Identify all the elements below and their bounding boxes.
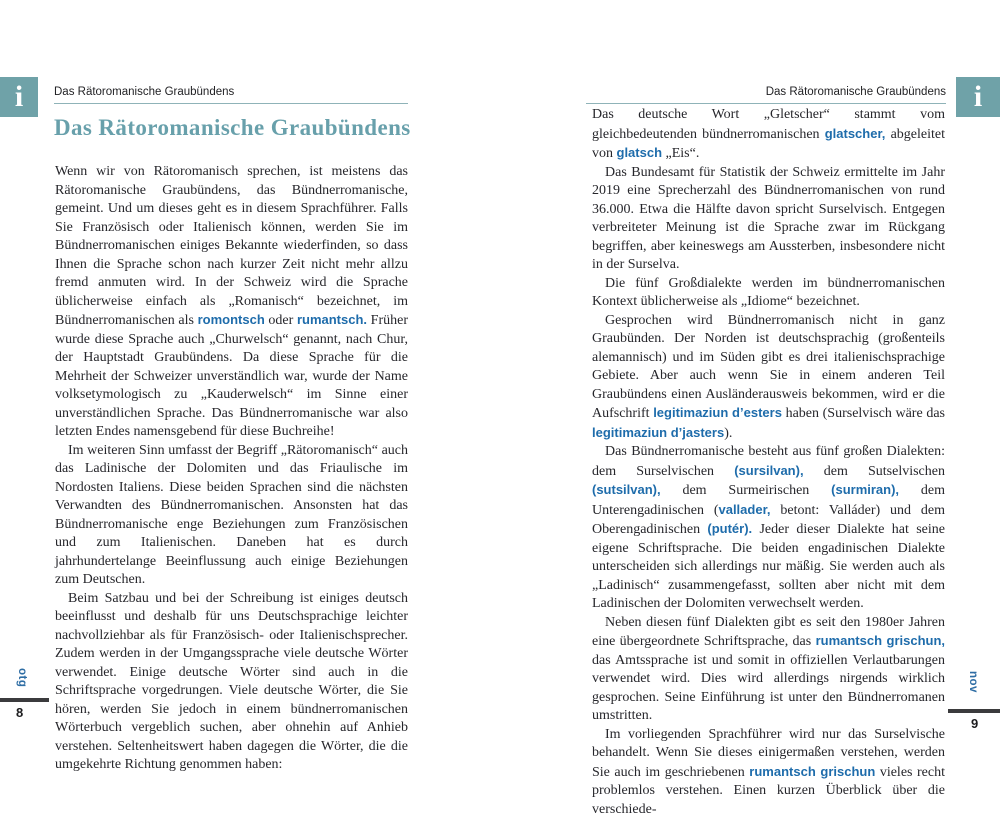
romansh-term: glatsch: [617, 145, 663, 160]
running-header-text: Das Rätoromanische Graubündens: [766, 86, 946, 98]
text-run: haben (Surselvisch wäre das: [782, 406, 945, 421]
romansh-term: (sursilvan),: [734, 463, 803, 478]
text-run: „Eis“.: [662, 146, 699, 161]
text-run: Im vorliegenden Sprachführer wird nur das Surselvische behandelt. Wenn Sie dieses einigermaßen verstehen, werden Sie auch im geschriebenen: [592, 727, 945, 780]
text-run: Im weiteren Sinn umfasst der Begriff „Rätoromanisch“ auch das Ladinische der Dolomiten und das Friaulische im Nordosten Italiens. Diese beiden Sprachen sind die nächsten Verwandten des Bündnerromanischen. Ansonsten hat das Bündnerromanische enge Beziehungen zum Französischen und zum Italienischen. Daneben hat es durch jahrhundertelange Beeinflussung auch einige Beziehungen zum Deutschen.: [55, 443, 408, 588]
romansh-term: (putér).: [707, 521, 752, 536]
paragraph: [55, 590, 408, 775]
paragraph: [592, 275, 945, 312]
romansh-term: legitimaziun d’jasters: [592, 425, 724, 440]
text-run: dem Unterengadinischen (: [592, 483, 945, 518]
text-run: Jeder dieser Dialekte hat seine eigene Schriftsprache. Die beiden engadinischen Dialekte unterscheiden sich allerdings nur mäßig. Sie werden auch als „Ladinisch“ zusammengefasst, sollten aber nicht mit dem Ladinischen der Dolomiten verwechselt werden.: [592, 522, 945, 611]
romansh-term: rumantsch grischun: [749, 764, 875, 779]
text-run: oder: [265, 313, 297, 328]
chapter-title: Das Rätoromanische Graubündens: [54, 114, 408, 142]
romansh-term: vallader,: [718, 502, 770, 517]
body-text-left-page: [55, 163, 408, 775]
text-run: dem Sutselvischen: [804, 464, 945, 479]
romansh-pagenumber-tab: nov: [967, 671, 979, 693]
paragraph: [592, 312, 945, 444]
text-run: ).: [724, 426, 732, 441]
paragraph: [55, 163, 408, 442]
romansh-term: rumantsch.: [297, 312, 367, 327]
paragraph: [592, 164, 945, 275]
info-icon-glyph: i: [974, 82, 982, 112]
paragraph: [55, 442, 408, 590]
paragraph: [592, 614, 945, 726]
page-number: 8: [16, 705, 23, 720]
running-header-text: Das Rätoromanische Graubündens: [54, 86, 234, 98]
text-run: Neben diesen fünf Dialekten gibt es seit den 1980er Jahren eine übergeordnete Schriftsprache, das: [592, 615, 945, 650]
romansh-term: romontsch: [198, 312, 265, 327]
text-run: Gesprochen wird Bündnerromanisch nicht in ganz Graubünden. Der Norden ist deutschsprachig (großenteils alemannisch) und im Süden gibt es drei italienischsprachige Gebiete. Aber auch wenn Sie in einem anderen Teil Graubündens einen Ausländerausweis bekommen, wird er die Aufschrift: [592, 313, 945, 422]
text-run: Beim Satzbau und bei der Schreibung ist einiges deutsch beeinflusst und deshalb für uns Deutschsprachige leichter nachvollziehbar als für Französisch- oder Italienischsprecher. Zudem werden in der Umgangssprache viele deutsche Wörter verwendet. Einige deutsche Wörter sind auch in die Schriftsprache vorgedrungen. Viele deutsche Wörter, die Sie hören, werden Sie jedoch in einem bündnerromanischen Wörterbuch vergeblich suchen, aber ohnehin auf Anhieb verstehen. Seltenheitswert haben dagegen die Wörter, die die umgekehrte Richtung genommen haben:: [55, 591, 408, 773]
footer-bar: [0, 698, 49, 702]
romansh-term: glatscher,: [825, 126, 886, 141]
romansh-term: (sutsilvan),: [592, 482, 661, 497]
text-run: Das Bundesamt für Statistik der Schweiz ermittelte im Jahr 2019 eine Sprecherzahl des Bündnerromanischen von rund 36.000. Etwa die Hälfte davon spricht Surselvisch. Entgegen verbreiteter Meinung ist die Sprache zwar im Rückgang begriffen, aber keineswegs am Aussterben, insbesondere nicht in der Surselva.: [592, 165, 945, 273]
footer-bar: [948, 709, 1000, 713]
text-run: Früher wurde diese Sprache auch „Churwelsch“ genannt, nach Chur, der Hauptstadt Graubündens. Da diese Sprache für die Mehrheit der Schweizer unverständlich war, wurde der Name volksetymologisch zu „Kauderwelsch“ im Sinne einer unverständlichen Sprache. Das Bündnerromanische war also letzten Endes namensgebend für diese Buchreihe!: [55, 313, 408, 439]
text-run: betont: Valláder) und dem Oberengadinischen: [592, 503, 945, 538]
page-number: 9: [971, 716, 978, 731]
text-run: Die fünf Großdialekte werden im bündnerromanischen Kontext üblicherweise als „Idiome“ bezeichnet.: [592, 276, 945, 310]
running-header-left: [54, 86, 408, 104]
body-text-right-page: [592, 106, 945, 819]
running-header-right: [586, 86, 946, 104]
paragraph: [592, 726, 945, 819]
info-icon: [0, 77, 38, 117]
paragraph: [592, 106, 945, 164]
info-icon-glyph: i: [15, 82, 23, 112]
romansh-term: legitimaziun d’esters: [653, 405, 782, 420]
text-run: vieles recht problemlos verstehen. Einen kurzen Überblick über die verschiede-: [592, 765, 945, 817]
paragraph: [592, 443, 945, 614]
romansh-term: (surmiran),: [831, 482, 899, 497]
text-run: Das deutsche Wort „Gletscher“ stammt vom gleichbedeutenden bündnerromanischen: [592, 107, 945, 142]
text-run: dem Surmeirischen: [661, 483, 832, 498]
text-run: Wenn wir von Rätoromanisch sprechen, ist meistens das Rätoromanische Graubündens, das Bündnerromanische, gemeint. Und um dieses geht es in diesem Sprachführer. Falls Sie Französisch oder Italienisch können, werden Sie im Bündnerromanischen einiges Bekannte wiederfinden, so dass Ihnen die Sprache schon nach kurzer Zeit nicht mehr allzu fremd anmuten wird. In der Schweiz wird die Sprache üblicherweise einfach als „Romanisch“ bezeichnet, im Bündnerromanischen als: [55, 164, 408, 328]
info-icon: [956, 77, 1000, 117]
romansh-pagenumber-tab: otg: [16, 668, 28, 687]
text-run: abgeleitet von: [592, 127, 945, 162]
romansh-term: rumantsch grischun,: [816, 633, 945, 648]
text-run: Das Bündnerromanische besteht aus fünf großen Dialekten: dem Surselvischen: [592, 444, 945, 479]
text-run: das Amtssprache ist und somit in offiziellen Verlautbarungen verwendet wird. Dies wird allerdings nirgends wirklich gesprochen. Seine Einführung ist unter den Bündnerromanen umstritten.: [592, 653, 945, 724]
